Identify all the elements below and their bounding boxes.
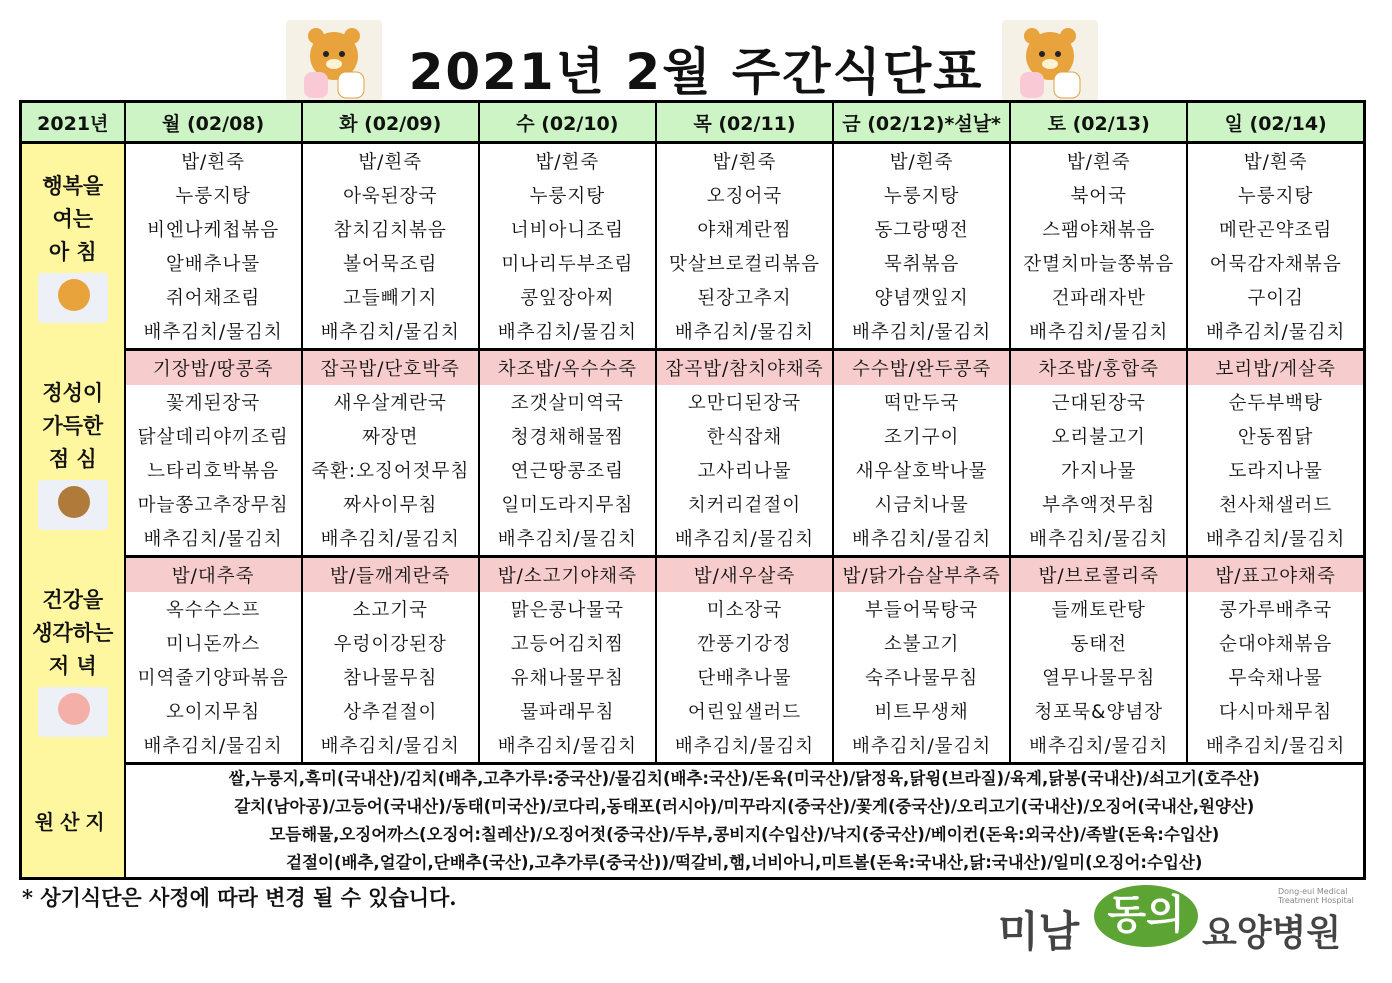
day-header: 화 (02/09): [302, 102, 479, 143]
page-title: 2021년 2월 주간식단표: [408, 43, 984, 101]
menu-item: 맛살브로컬리볶음: [656, 246, 833, 280]
menu-item: 옥수수스프: [125, 592, 302, 626]
menu-item: 밥/새우살죽: [656, 557, 833, 593]
menu-item: 어묵감자채볶음: [1187, 246, 1364, 280]
menu-item: 배추김치/물김치: [302, 521, 479, 557]
menu-item: 묵취볶음: [833, 246, 1010, 280]
menu-item: 다시마채무침: [1187, 694, 1364, 728]
menu-item: 배추김치/물김치: [1187, 728, 1364, 764]
menu-row: [21, 557, 1365, 593]
menu-item: 밥/닭가슴살부추죽: [833, 557, 1010, 593]
menu-item: 기장밥/땅콩죽: [125, 350, 302, 386]
menu-item: 양념깻잎지: [833, 280, 1010, 314]
logo-text: 동의: [1094, 885, 1198, 947]
meal-label-line: 정성이: [42, 380, 104, 405]
menu-item: 배추김치/물김치: [125, 314, 302, 350]
menu-item: 고들빼기지: [302, 280, 479, 314]
menu-item: 배추김치/물김치: [125, 728, 302, 764]
menu-item: 배추김치/물김치: [1010, 728, 1187, 764]
menu-item: 떡만두국: [833, 385, 1010, 419]
notice-text: * 상기식단은 사정에 따라 변경 될 수 있습니다.: [22, 885, 457, 910]
menu-item: 비엔나케첩볶음: [125, 212, 302, 246]
character-icon: [38, 480, 108, 530]
menu-item: 야채계란찜: [656, 212, 833, 246]
menu-item: 참치김치볶음: [302, 212, 479, 246]
menu-item: 안동찜닭: [1187, 419, 1364, 453]
day-header: 토 (02/13): [1010, 102, 1187, 143]
menu-item: 맑은콩나물국: [479, 592, 656, 626]
meal-label-line: 점 심: [48, 446, 97, 471]
title-area: [0, 18, 1392, 104]
menu-item: 건파래자반: [1010, 280, 1187, 314]
menu-item: 깐풍기강정: [656, 626, 833, 660]
menu-row: [21, 626, 1365, 660]
hospital-logo: [998, 885, 1362, 955]
character-illustration: [1002, 20, 1098, 102]
menu-item: 짜사이무침: [302, 487, 479, 521]
menu-item: 상추겉절이: [302, 694, 479, 728]
origin-text: [125, 764, 1365, 879]
menu-item: 순대야채볶음: [1187, 626, 1364, 660]
menu-item: 밥/흰죽: [656, 143, 833, 179]
menu-item: 비트무생채: [833, 694, 1010, 728]
menu-item: 북어국: [1010, 178, 1187, 212]
menu-row: [21, 694, 1365, 728]
menu-item: 콩가루배추국: [1187, 592, 1364, 626]
meal-label: [21, 557, 125, 764]
menu-row: [21, 660, 1365, 694]
menu-item: 청포묵&양념장: [1010, 694, 1187, 728]
menu-item: 배추김치/물김치: [1187, 314, 1364, 350]
menu-item: 오이지무침: [125, 694, 302, 728]
menu-item: 치커리겉절이: [656, 487, 833, 521]
menu-item: 배추김치/물김치: [479, 521, 656, 557]
menu-item: 부들어묵탕국: [833, 592, 1010, 626]
menu-item: 유채나물무침: [479, 660, 656, 694]
menu-row: [21, 728, 1365, 764]
menu-row: [21, 385, 1365, 419]
year-header: 2021년: [21, 102, 125, 143]
menu-item: 밥/소고기야채죽: [479, 557, 656, 593]
menu-row: [21, 592, 1365, 626]
menu-item: 고등어김치찜: [479, 626, 656, 660]
origin-line: 갈치(남아공)/고등어(국내산)/동태(미국산)/코다리,동태포(러시아)/미꾸라지(중국산)/꽃게(중국산)/오리고기(국내산)/오징어(국내산,원양산): [234, 797, 1255, 816]
menu-item: 천사채샐러드: [1187, 487, 1364, 521]
menu-item: 느타리호박볶음: [125, 453, 302, 487]
menu-item: 새우살계란국: [302, 385, 479, 419]
menu-item: 시금치나물: [833, 487, 1010, 521]
menu-item: 차조밥/홍합죽: [1010, 350, 1187, 386]
menu-item: 죽환:오징어젓무침: [302, 453, 479, 487]
menu-item: 쥐어채조림: [125, 280, 302, 314]
day-header: 월 (02/08): [125, 102, 302, 143]
meal-label: [21, 143, 125, 350]
menu-item: 누룽지탕: [125, 178, 302, 212]
menu-item: 미역줄기양파볶음: [125, 660, 302, 694]
menu-item: 부추액젓무침: [1010, 487, 1187, 521]
logo-text: 미남: [998, 907, 1080, 956]
menu-item: 메란곤약조림: [1187, 212, 1364, 246]
menu-item: 배추김치/물김치: [302, 314, 479, 350]
menu-item: 새우살호박나물: [833, 453, 1010, 487]
menu-item: 무숙채나물: [1187, 660, 1364, 694]
meal-label-line: 여는: [52, 207, 94, 232]
meal-label-line: 저 녁: [48, 653, 97, 678]
menu-item: 보리밥/게살죽: [1187, 350, 1364, 386]
menu-item: 청경채해물찜: [479, 419, 656, 453]
menu-item: 동그랑땡전: [833, 212, 1010, 246]
menu-row: [21, 212, 1365, 246]
menu-item: 잡곡밥/참치야채죽: [656, 350, 833, 386]
menu-item: 밥/흰죽: [1010, 143, 1187, 179]
menu-row: [21, 419, 1365, 453]
menu-row: [21, 350, 1365, 386]
menu-item: 짜장면: [302, 419, 479, 453]
menu-item: 밥/흰죽: [1187, 143, 1364, 179]
menu-item: 밥/대추죽: [125, 557, 302, 593]
character-icon: [38, 273, 108, 323]
menu-item: 배추김치/물김치: [656, 728, 833, 764]
day-header: 금 (02/12)*설날*: [833, 102, 1010, 143]
menu-item: 된장고추지: [656, 280, 833, 314]
menu-item: 잡곡밥/단호박죽: [302, 350, 479, 386]
menu-item: 조갯살미역국: [479, 385, 656, 419]
menu-item: 밥/흰죽: [125, 143, 302, 179]
menu-item: 콩잎장아찌: [479, 280, 656, 314]
origin-line: 모듬해물,오징어까스(오징어:칠레산)/오징어젓(중국산)/두부,콩비지(수입산)/낙지(중국산)/베이컨(돈육:외국산)/족발(돈육:수입산): [269, 825, 1220, 844]
day-header: 수 (02/10): [479, 102, 656, 143]
menu-item: 수수밥/완두콩죽: [833, 350, 1010, 386]
day-header: 목 (02/11): [656, 102, 833, 143]
menu-item: 숙주나물무침: [833, 660, 1010, 694]
menu-item: 배추김치/물김치: [833, 728, 1010, 764]
day-header: 일 (02/14): [1187, 102, 1364, 143]
meal-label-line: 아 침: [48, 240, 97, 265]
menu-item: 도라지나물: [1187, 453, 1364, 487]
menu-item: 배추김치/물김치: [302, 728, 479, 764]
menu-item: 배추김치/물김치: [833, 314, 1010, 350]
menu-item: 밥/들깨계란죽: [302, 557, 479, 593]
menu-item: 닭살데리야끼조림: [125, 419, 302, 453]
menu-item: 미니돈까스: [125, 626, 302, 660]
menu-item: 소불고기: [833, 626, 1010, 660]
menu-item: 한식잡채: [656, 419, 833, 453]
menu-item: 밥/표고야채죽: [1187, 557, 1364, 593]
menu-item: 오만디된장국: [656, 385, 833, 419]
menu-item: 배추김치/물김치: [125, 521, 302, 557]
header-row: [21, 102, 1365, 143]
origin-label: 원산지: [21, 764, 125, 879]
logo-text: 요양병원: [1202, 912, 1342, 954]
menu-item: 소고기국: [302, 592, 479, 626]
menu-item: 참나물무침: [302, 660, 479, 694]
menu-item: 꽃게된장국: [125, 385, 302, 419]
menu-item: 알배추나물: [125, 246, 302, 280]
menu-item: 구이김: [1187, 280, 1364, 314]
menu-item: 밥/흰죽: [302, 143, 479, 179]
menu-item: 열무나물무침: [1010, 660, 1187, 694]
origin-line: 겉절이(배추,얼갈이,단배추(국산),고추가루(중국산))/떡갈비,햄,너비아니,미트볼(돈육:국내산,닭:국내산)/일미(오징어:수입산): [286, 853, 1203, 872]
menu-item: 배추김치/물김치: [833, 521, 1010, 557]
menu-item: 배추김치/물김치: [1010, 521, 1187, 557]
menu-item: 누룽지탕: [833, 178, 1010, 212]
menu-item: 연근땅콩조림: [479, 453, 656, 487]
menu-item: 누룽지탕: [1187, 178, 1364, 212]
menu-table: [19, 100, 1366, 880]
meal-label-line: 건강을: [42, 587, 104, 612]
meal-label-line: 행복을: [42, 174, 104, 199]
menu-item: 동태전: [1010, 626, 1187, 660]
menu-item: 고사리나물: [656, 453, 833, 487]
origin-line: 쌀,누룽지,흑미(국내산)/김치(배추,고추가루:중국산)/물김치(배추:국산)/돈육(미국산)/닭정육,닭윙(브라질)/육계,닭봉(국내산)/쇠고기(호주산): [228, 769, 1260, 788]
meal-label-line: 생각하는: [32, 620, 114, 645]
menu-item: 단배추나물: [656, 660, 833, 694]
menu-row: [21, 487, 1365, 521]
menu-item: 마늘쫑고추장무침: [125, 487, 302, 521]
menu-row: [21, 453, 1365, 487]
menu-item: 어린잎샐러드: [656, 694, 833, 728]
menu-row: [21, 280, 1365, 314]
menu-item: 누룽지탕: [479, 178, 656, 212]
menu-item: 일미도라지무침: [479, 487, 656, 521]
menu-item: 잔멸치마늘쫑볶음: [1010, 246, 1187, 280]
menu-item: 미나리두부조림: [479, 246, 656, 280]
menu-item: 오리불고기: [1010, 419, 1187, 453]
menu-item: 들깨토란탕: [1010, 592, 1187, 626]
origin-row: [21, 764, 1365, 879]
menu-row: [21, 143, 1365, 179]
menu-row: [21, 314, 1365, 350]
menu-item: 물파래무침: [479, 694, 656, 728]
menu-item: 오징어국: [656, 178, 833, 212]
menu-item: 순두부백탕: [1187, 385, 1364, 419]
menu-item: 차조밥/옥수수죽: [479, 350, 656, 386]
character-icon: [38, 687, 108, 737]
menu-item: 스팸야채볶음: [1010, 212, 1187, 246]
menu-item: 아욱된장국: [302, 178, 479, 212]
menu-item: 너비아니조림: [479, 212, 656, 246]
menu-item: 배추김치/물김치: [656, 521, 833, 557]
menu-item: 배추김치/물김치: [479, 728, 656, 764]
menu-item: 볼어묵조림: [302, 246, 479, 280]
menu-item: 조기구이: [833, 419, 1010, 453]
logo-subtitle: Dong-eui Medical Treatment Hospital: [1278, 887, 1354, 905]
menu-item: 미소장국: [656, 592, 833, 626]
menu-row: [21, 246, 1365, 280]
menu-item: 배추김치/물김치: [1010, 314, 1187, 350]
menu-item: 밥/흰죽: [833, 143, 1010, 179]
menu-item: 근대된장국: [1010, 385, 1187, 419]
menu-item: 배추김치/물김치: [656, 314, 833, 350]
meal-label-line: 가득한: [42, 413, 104, 438]
menu-item: 밥/흰죽: [479, 143, 656, 179]
menu-row: [21, 178, 1365, 212]
meal-label: [21, 350, 125, 557]
menu-item: 밥/브로콜리죽: [1010, 557, 1187, 593]
menu-row: [21, 521, 1365, 557]
menu-item: 배추김치/물김치: [479, 314, 656, 350]
menu-item: 우렁이강된장: [302, 626, 479, 660]
menu-item: 배추김치/물김치: [1187, 521, 1364, 557]
menu-item: 가지나물: [1010, 453, 1187, 487]
